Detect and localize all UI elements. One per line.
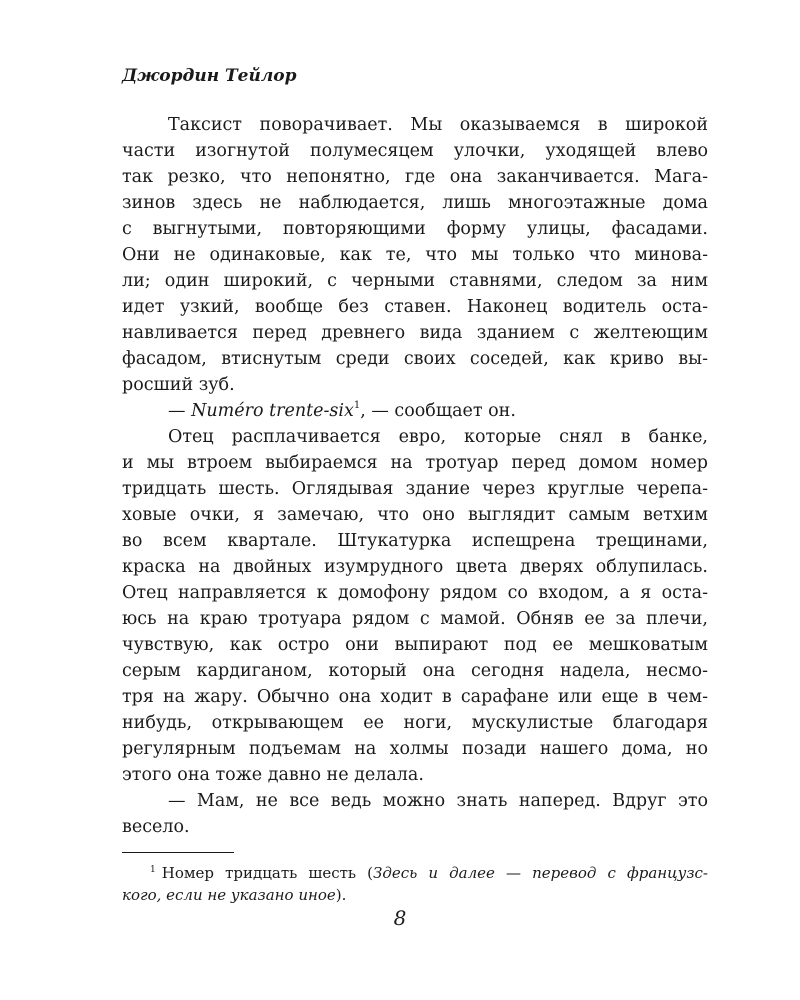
footnote-end: ). bbox=[335, 886, 347, 904]
text-line: Таксист поворачивает. Мы оказываемся в широкой bbox=[168, 115, 708, 135]
text-line: идет узкий, вообще без ставен. Наконец водитель оста- bbox=[122, 297, 708, 317]
footnote-text: Номер тридцать шесть ( bbox=[161, 864, 374, 882]
text-line: Отец расплачивается евро, которые снял в банке, bbox=[168, 427, 708, 447]
page-number: 8 bbox=[393, 906, 407, 930]
text-line: тря на жару. Обычно она ходит в сарафане или еще в чем- bbox=[122, 687, 708, 707]
running-header-author: Джордин Тейлор bbox=[122, 66, 297, 86]
text-line: зинов здесь не наблюдается, лишь многоэтажные дома bbox=[122, 193, 708, 213]
text-line: нибудь, открывающем ее ноги, мускулистые благодаря bbox=[122, 713, 708, 733]
text-line: Отец направляется к домофону рядом со входом, а я оста- bbox=[122, 583, 708, 603]
text-line: фасадом, втиснутым среди своих соседей, как криво вы- bbox=[122, 349, 708, 369]
dash: — bbox=[168, 401, 186, 421]
footnote-italic: Здесь и далее — перевод с французс- bbox=[373, 864, 708, 882]
footnote-italic: кого, если не указано иное bbox=[122, 886, 336, 904]
text-line: так резко, что непонятно, где она заканчивается. Мага- bbox=[122, 167, 708, 187]
dialogue-line bbox=[168, 398, 708, 424]
text-line: во всем квартале. Штукатурка испещрена трещинами, bbox=[122, 531, 708, 551]
text-line: и мы втроем выбираемся на тротуар перед домом номер bbox=[122, 453, 708, 473]
footnote-divider bbox=[122, 852, 234, 853]
text-line: этого она тоже давно не делала. bbox=[122, 765, 424, 785]
french-phrase: Numéro trente-six bbox=[191, 401, 354, 421]
text-line: навливается перед древнего вида зданием с желтеющим bbox=[122, 323, 708, 343]
footnote-line bbox=[122, 884, 708, 906]
text-line: весело. bbox=[122, 817, 190, 837]
text-line: части изогнутой полумесяцем улочки, уходящей влево bbox=[122, 141, 708, 161]
footnote-line bbox=[150, 862, 708, 884]
footnote-mark: 1 bbox=[150, 865, 156, 875]
dialogue-rest: , — сообщает он. bbox=[360, 401, 516, 421]
text-line: краска на двойных изумрудного цвета дверях облупилась. bbox=[122, 557, 708, 577]
text-line: серым кардиганом, который она сегодня надела, несмо- bbox=[122, 661, 708, 681]
text-line: — Мам, не все ведь можно знать наперед. Вдруг это bbox=[168, 791, 708, 811]
footnote-ref: 1 bbox=[353, 400, 361, 411]
text-line: чувствую, как остро они выпирают под ее мешковатым bbox=[122, 635, 708, 655]
text-line: с выгнутыми, повторяющими форму улицы, фасадами. bbox=[122, 219, 708, 239]
text-line: юсь на краю тротуара рядом с мамой. Обняв ее за плечи, bbox=[122, 609, 708, 629]
text-line: Они не одинаковые, как те, что мы только что минова- bbox=[122, 245, 708, 265]
text-line: тридцать шесть. Оглядывая здание через круглые черепа- bbox=[122, 479, 708, 499]
text-line: регулярным подъемам на холмы позади нашего дома, но bbox=[122, 739, 708, 759]
text-line: росший зуб. bbox=[122, 375, 235, 395]
text-line: ховые очки, я замечаю, что оно выглядит самым ветхим bbox=[122, 505, 708, 525]
text-line: ли; один широкий, с черными ставнями, следом за ним bbox=[122, 271, 708, 291]
